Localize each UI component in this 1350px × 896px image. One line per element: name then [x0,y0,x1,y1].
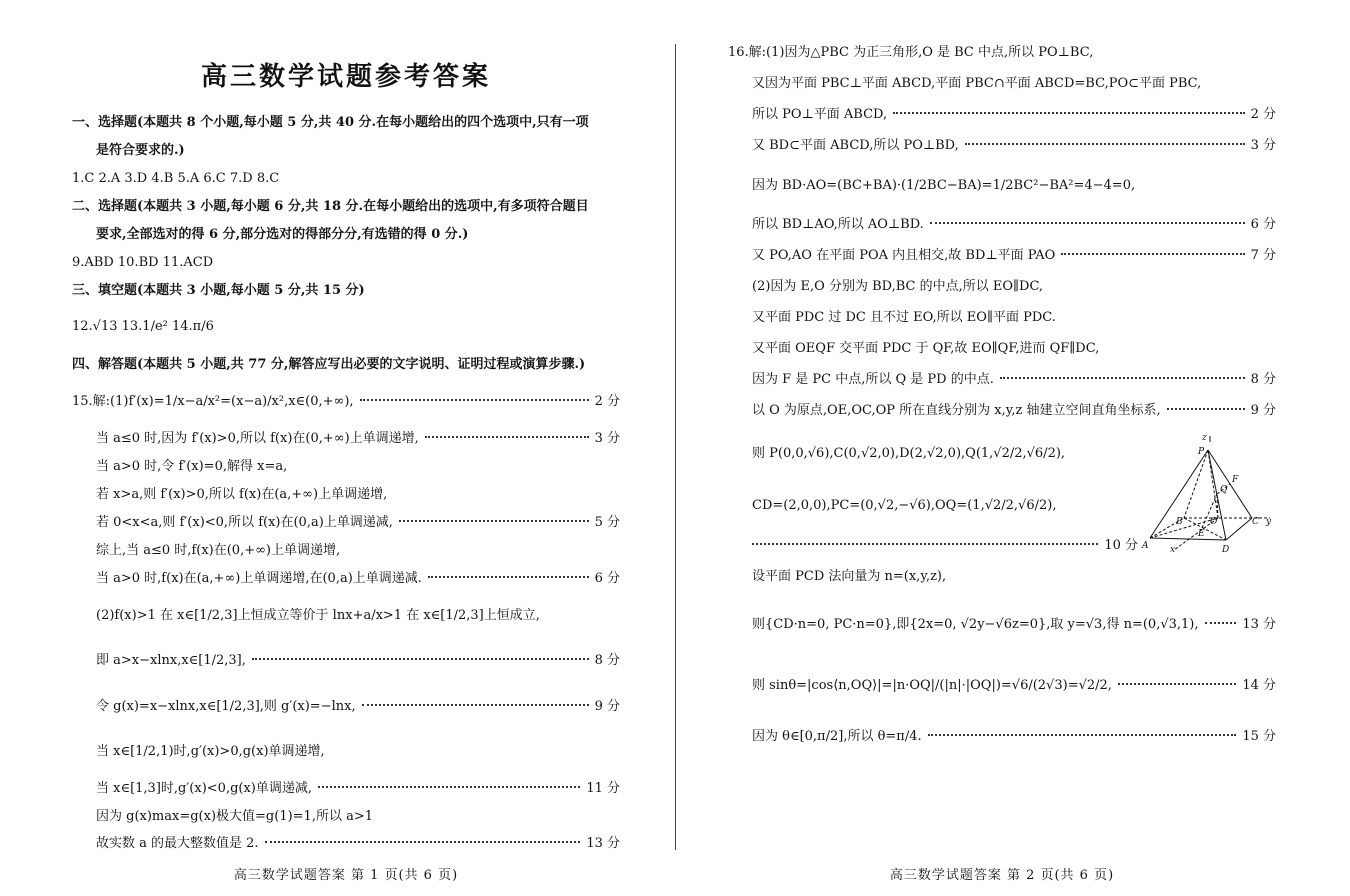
label-d: D [1222,545,1230,554]
solution-line: 又平面 OEQF 交平面 PDC 于 QF,故 EO∥QF,进而 QF∥DC, [752,341,1100,356]
solution-line: 又平面 PDC 过 DC 且不过 EO,所以 EO∥平面 PDC. [752,310,1056,325]
section3-header: 三、填空题(本题共 3 小题,每小题 5 分,共 15 分) [72,283,365,298]
solution-line: 则 sinθ=|cos⟨n,OQ⟩|=|n·OQ|/(|n|·|OQ|)=√6/(2√3)=√2/2, 14 分 [752,678,1276,693]
solution-line: 若 x>a,则 f′(x)>0,所以 f(x)在(a,+∞)上单调递增, [96,487,388,502]
section2-header: 二、选择题(本题共 3 小题,每小题 6 分,共 18 分.在每小题给出的选项中,有多项符合题目 [72,199,589,214]
label-x: x [1170,545,1176,554]
solution-line: 又 BD⊂平面 ABCD,所以 PO⊥BD, 3 分 [752,138,1276,153]
solution-line: 当 a>0 时,令 f′(x)=0,解得 x=a, [96,459,288,474]
section2-answers: 9.ABD 10.BD 11.ACD [72,255,214,270]
column-divider [675,44,676,850]
label-q: Q [1220,485,1228,495]
solution-line: 因为 g(x)max=g(x)极大值=g(1)=1,所以 a>1 [96,809,373,824]
solution-line: 当 a>0 时,f(x)在(a,+∞)上单调递增,在(0,a)上单调递减. 6 分 [96,571,620,586]
label-p: P [1198,447,1205,457]
score: 8 分 [594,653,620,668]
label-z: z [1202,433,1207,443]
solution-line: 即 a>x−xlnx,x∈[1/2,3], 8 分 [96,653,620,668]
section3-answers: 12.√13 13.1/e² 14.π/6 [72,319,214,334]
pyramid-figure [1140,432,1276,554]
score: 15 分 [1242,729,1276,744]
score: 5 分 [594,515,620,530]
solution-line: 则 P(0,0,√6),C(0,√2,0),D(2,√2,0),Q(1,√2/2,√6/2), [752,446,1066,461]
solution-line: (2)因为 E,O 分别为 BD,BC 的中点,所以 EO∥DC, [752,279,1044,294]
page-footer: 高三数学试题答案 第 1 页(共 6 页) [233,868,459,883]
score: 2 分 [594,394,620,409]
score: 9 分 [1250,403,1276,418]
solution-line: 当 a≤0 时,因为 f′(x)>0,所以 f(x)在(0,+∞)上单调递增, 3 分 [96,431,620,446]
solution-line: 以 O 为原点,OE,OC,OP 所在直线分别为 x,y,z 轴建立空间直角坐标系, 9 分 [752,403,1276,418]
solution-line: 因为 BD·AO=(BC+BA)·(1/2BC−BA)=1/2BC²−BA²=4−4=0, [752,178,1136,193]
solution-line: 则{CD·n=0, PC·n=0},即{2x=0, √2y−√6z=0},取 y=√3,得 n=(0,√3,1), 13 分 [752,617,1276,632]
section4-header: 四、解答题(本题共 5 小题,共 77 分,解答应写出必要的文字说明、证明过程或演算步骤.) [72,357,586,372]
score: 10 分 [1104,538,1138,553]
edge-pb [1184,450,1208,518]
solution-line: 因为 F 是 PC 中点,所以 Q 是 PD 的中点. 8 分 [752,372,1276,387]
solution-line [728,537,1138,555]
label-b: B [1176,517,1183,527]
solution-line: 因为 θ∈[0,π/2],所以 θ=π/4. 15 分 [752,729,1276,744]
page-title: 高三数学试题参考答案 [200,62,491,92]
score: 6 分 [1250,217,1276,232]
solution-line: 当 x∈[1/2,1)时,g′(x)>0,g(x)单调递增, [96,744,325,759]
section1-header-cont: 是符合要求的.) [96,143,185,158]
solution-line: 设平面 PCD 法向量为 n=(x,y,z), [752,569,947,584]
score: 11 分 [586,781,620,796]
solution-line: 综上,当 a≤0 时,f(x)在(0,+∞)上单调递增, [96,543,341,558]
solution-line: 故实数 a 的最大整数值是 2. 13 分 [96,836,620,851]
label-o: O [1210,517,1218,527]
score: 13 分 [1242,617,1276,632]
solution-line: 又 PO,AO 在平面 POA 内且相交,故 BD⊥平面 PAO 7 分 [752,248,1276,263]
score: 14 分 [1242,678,1276,693]
label-f: F [1232,475,1239,485]
solution-line: 所以 BD⊥AO,所以 AO⊥BD. 6 分 [752,217,1276,232]
solution-line: 当 x∈[1,3]时,g′(x)<0,g(x)单调递减, 11 分 [96,781,620,796]
label-a: A [1142,541,1149,551]
solution-line: 16.解:(1)因为△PBC 为正三角形,O 是 BC 中点,所以 PO⊥BC, [728,45,1094,60]
edge-dc [1226,518,1252,540]
score: 9 分 [594,699,620,714]
solution-line: CD=(2,0,0),PC=(0,√2,−√6),OQ=(1,√2/2,√6/2), [752,498,1057,513]
label-c: C [1252,517,1259,527]
label-y: y [1266,517,1272,527]
score: 6 分 [594,571,620,586]
section1-answers: 1.C 2.A 3.D 4.B 5.A 6.C 7.D 8.C [72,171,280,186]
score: 8 分 [1250,372,1276,387]
score: 13 分 [586,836,620,851]
score: 2 分 [1250,107,1276,122]
solution-line: (2)f(x)>1 在 x∈[1/2,3]上恒成立等价于 lnx+a/x>1 在 x∈[1/2,3]上恒成立, [96,608,540,623]
solution-line: 令 g(x)=x−xlnx,x∈[1/2,3],则 g′(x)=−lnx, 9 分 [96,699,620,714]
left-page [72,0,620,896]
solution-line: 若 0<x<a,则 f′(x)<0,所以 f(x)在(0,a)上单调递减, 5 分 [96,515,620,530]
solution-line: 所以 PO⊥平面 ABCD, 2 分 [752,107,1276,122]
section1-header: 一、选择题(本题共 8 个小题,每小题 5 分,共 40 分.在每小题给出的四个选项中,只有一项 [72,115,589,130]
section2-header-cont: 要求,全部选对的得 6 分,部分选对的得部分分,有选错的得 0 分.) [96,227,469,242]
solution-line: 15.解:(1)f′(x)=1/x−a/x²=(x−a)/x²,x∈(0,+∞), 2 分 [72,394,620,409]
label-e: E [1198,529,1205,539]
solution-line: 又因为平面 PBC⊥平面 ABCD,平面 PBC∩平面 ABCD=BC,PO⊂平面 PBC, [752,76,1202,91]
score: 3 分 [594,431,620,446]
score: 3 分 [1250,138,1276,153]
page-footer: 高三数学试题答案 第 2 页(共 6 页) [889,868,1115,883]
score: 7 分 [1250,248,1276,263]
